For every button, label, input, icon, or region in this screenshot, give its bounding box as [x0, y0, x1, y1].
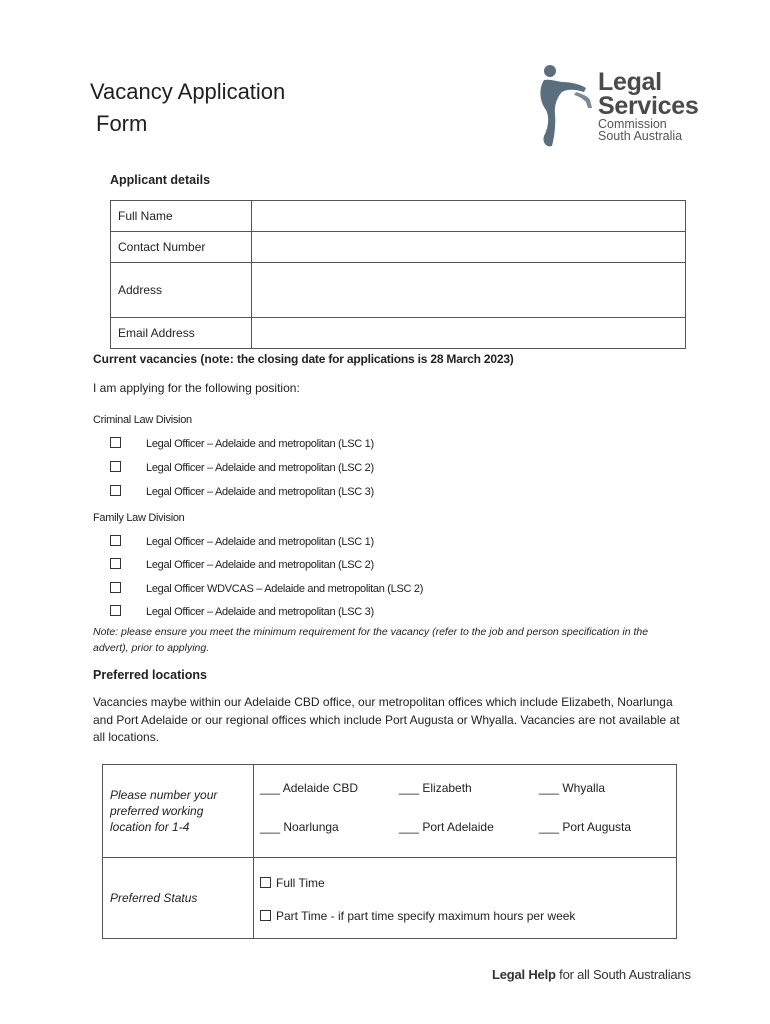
email-address-label: Email Address: [111, 318, 252, 349]
logo-word-commission: Commission: [598, 117, 667, 131]
status-part-time[interactable]: Part Time - if part time specify maximum hours per week: [260, 909, 575, 923]
checkbox[interactable]: [110, 558, 121, 569]
contact-number-label: Contact Number: [111, 232, 252, 263]
applicant-details-heading: Applicant details: [110, 173, 211, 187]
locations-paragraph: Vacancies maybe within our Adelaide CBD office, our metropolitan offices which include Elizabeth, Noarlunga and Port Adelaide or our regional offices which include Port Augusta or Whyalla. Vacancies are not available at all locations.: [93, 695, 680, 744]
criminal-option-2[interactable]: Legal Officer – Adelaide and metropolitan (LSC 2): [110, 461, 374, 474]
applying-intro: I am applying for the following position:: [93, 381, 300, 395]
legal-services-logo: [536, 62, 716, 152]
criminal-option-1[interactable]: Legal Officer – Adelaide and metropolitan (LSC 1): [110, 437, 374, 450]
location-elizabeth[interactable]: ___ Elizabeth: [399, 781, 472, 795]
form-title-line1: Vacancy Application: [90, 79, 286, 104]
form-title: [90, 76, 285, 140]
number-location-label: Please number your preferred working location for 1-4: [103, 765, 254, 858]
family-option-3[interactable]: Legal Officer WDVCAS – Adelaide and metropolitan (LSC 2): [110, 582, 423, 595]
address-field[interactable]: [252, 263, 686, 318]
family-option-1[interactable]: Legal Officer – Adelaide and metropolitan (LSC 1): [110, 535, 374, 548]
criminal-law-heading: Criminal Law Division: [93, 414, 192, 426]
preferred-locations-heading: Preferred locations: [93, 668, 207, 682]
logo-word-legal: Legal: [598, 68, 662, 96]
checkbox[interactable]: [110, 461, 121, 472]
preferred-status-label: Preferred Status: [103, 858, 254, 939]
address-label: Address: [111, 263, 252, 318]
current-vacancies-heading: Current vacancies (note: the closing date for applications is 28 March 2023): [93, 352, 514, 366]
logo-word-state: South Australia: [598, 129, 683, 143]
family-option-4[interactable]: Legal Officer – Adelaide and metropolitan (LSC 3): [110, 605, 374, 618]
family-option-2[interactable]: Legal Officer – Adelaide and metropolitan (LSC 2): [110, 558, 374, 571]
vacancy-note: Note: please ensure you meet the minimum requirement for the vacancy (refer to the job and person specification in the advert), prior to applying.: [93, 626, 649, 654]
checkbox[interactable]: [110, 605, 121, 616]
full-name-label: Full Name: [111, 201, 252, 232]
footer-tagline: Legal Help for all South Australians: [492, 967, 691, 982]
checkbox[interactable]: [260, 910, 271, 921]
checkbox[interactable]: [110, 437, 121, 448]
email-address-field[interactable]: [252, 318, 686, 349]
family-law-heading: Family Law Division: [93, 512, 185, 524]
applicant-details-table: [110, 200, 686, 349]
status-full-time[interactable]: Full Time: [260, 876, 325, 890]
checkbox[interactable]: [110, 582, 121, 593]
location-noarlunga[interactable]: ___ Noarlunga: [260, 820, 339, 834]
form-title-line2: Form: [96, 111, 148, 136]
criminal-option-3[interactable]: Legal Officer – Adelaide and metropolitan (LSC 3): [110, 485, 374, 498]
location-port-augusta[interactable]: ___ Port Augusta: [539, 820, 632, 834]
location-port-adelaide[interactable]: ___ Port Adelaide: [399, 820, 494, 834]
status-options-cell: [254, 858, 677, 939]
full-name-field[interactable]: [252, 201, 686, 232]
checkbox[interactable]: [110, 485, 121, 496]
checkbox[interactable]: [110, 535, 121, 546]
location-whyalla[interactable]: ___ Whyalla: [539, 781, 606, 795]
location-options-cell: [254, 765, 677, 858]
location-adelaide-cbd[interactable]: ___ Adelaide CBD: [260, 781, 359, 795]
logo-word-services: Services: [598, 92, 699, 120]
checkbox[interactable]: [260, 877, 271, 888]
logo-figure-icon: [536, 62, 598, 152]
contact-number-field[interactable]: [252, 232, 686, 263]
